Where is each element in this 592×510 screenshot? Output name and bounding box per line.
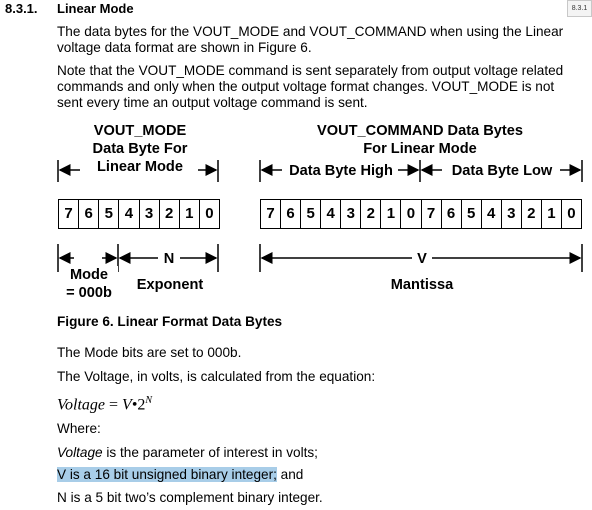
bit-cell: 3 — [341, 200, 361, 228]
mode-field-line: Mode — [69, 267, 109, 283]
equation-base: 2 — [137, 396, 146, 414]
mode-title-line: Data Byte For — [92, 141, 188, 157]
bit-cell: 1 — [542, 200, 562, 228]
equation-exponent: N — [145, 395, 153, 406]
where-text: Where: — [57, 421, 101, 436]
equation-lhs: Voltage — [57, 396, 105, 414]
bit-cell: 1 — [381, 200, 401, 228]
bit-cell: 6 — [442, 200, 462, 228]
section-badge[interactable]: 8.3.1 — [567, 0, 592, 17]
section-number: 8.3.1. — [5, 1, 38, 16]
bit-cell: 5 — [462, 200, 482, 228]
bit-cell: 3 — [140, 200, 160, 228]
v-definition — [57, 467, 303, 482]
data-byte-low-label: Data Byte Low — [451, 163, 553, 179]
exponent-label: Exponent — [136, 277, 204, 293]
bit-cell: 6 — [79, 200, 99, 228]
bit-cell: 2 — [361, 200, 381, 228]
note-paragraph: Note that the VOUT_MODE command is sent separately from output voltage related commands and only when the output voltage format changes. VOUT_MODE is not sent every time an output voltage command is sent. — [57, 63, 564, 110]
v-label: V — [417, 251, 427, 267]
vout-command-bit-field — [260, 199, 582, 229]
equation-dot: • — [131, 396, 138, 414]
intro-paragraph: The data bytes for the VOUT_MODE and VOUT_COMMAND when using the Linear voltage data format are shown in Figure 6. — [57, 24, 564, 55]
bit-cell: 5 — [301, 200, 321, 228]
equation-equals: = — [105, 396, 123, 414]
highlighted-selection[interactable]: V is a 16 bit unsigned binary integer; — [57, 467, 277, 482]
mode-title-line3: Linear Mode — [86, 158, 194, 176]
figure-caption: Figure 6. Linear Format Data Bytes — [57, 314, 283, 329]
bit-cell: 3 — [502, 200, 522, 228]
bit-cell: 1 — [180, 200, 200, 228]
bit-cell: 4 — [321, 200, 341, 228]
bit-cell: 4 — [482, 200, 502, 228]
bit-cell: 5 — [99, 200, 119, 228]
bit-cell: 4 — [119, 200, 139, 228]
command-title-line: For Linear Mode — [363, 141, 477, 157]
equation-v: V — [122, 396, 132, 414]
bit-cell: 2 — [522, 200, 542, 228]
mode-field-label — [60, 266, 118, 302]
mode-bits-text: The Mode bits are set to 000b. — [57, 345, 242, 360]
section-title: Linear Mode — [57, 1, 134, 16]
bit-cell: 7 — [59, 200, 79, 228]
mode-title-line: VOUT_MODE — [93, 123, 187, 139]
mode-field-line: = 000b — [66, 285, 112, 301]
command-title-line: VOUT_COMMAND Data Bytes — [317, 123, 523, 139]
n-definition: N is a 5 bit two’s complement binary integer. — [57, 490, 323, 505]
v-def-rest: and — [276, 467, 304, 482]
mantissa-label: Mantissa — [390, 277, 454, 293]
data-byte-high-label: Data Byte High — [289, 163, 393, 179]
bit-cell: 0 — [401, 200, 421, 228]
voltage-definition — [57, 445, 318, 460]
bit-cell: 0 — [567, 205, 576, 222]
voltage-equation-intro: The Voltage, in volts, is calculated from the equation: — [57, 369, 376, 384]
voltage-term: Voltage — [57, 445, 103, 460]
bit-cell: 6 — [281, 200, 301, 228]
bit-cell: 7 — [422, 200, 442, 228]
bit-cell: 2 — [160, 200, 180, 228]
bit-cell: 7 — [261, 200, 281, 228]
voltage-def-rest: is the parameter of interest in volts; — [102, 445, 318, 460]
n-label: N — [163, 251, 175, 267]
vout-mode-bit-field — [58, 199, 220, 229]
bit-cell: 0 — [205, 205, 214, 222]
voltage-equation — [57, 395, 152, 414]
